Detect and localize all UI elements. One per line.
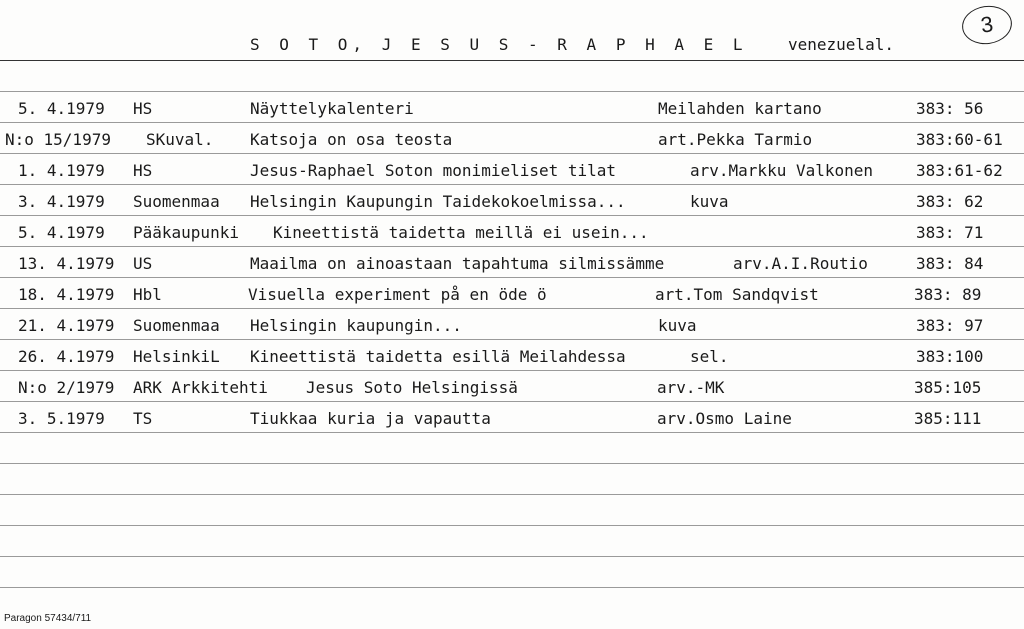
entry-date: 18. 4.1979: [18, 285, 115, 304]
entry-title: Näyttelykalenteri: [250, 99, 414, 118]
entry-date: 1. 4.1979: [18, 161, 105, 180]
entry-author: Meilahden kartano: [658, 99, 822, 118]
entry-author: art.Pekka Tarmio: [658, 130, 813, 149]
entry-date: N:o 15/1979: [5, 130, 111, 149]
artist-name: S O T O, J E S U S - R A P H A E L: [250, 35, 748, 54]
entry-title: Kineettistä taidetta meillä ei usein...: [273, 223, 649, 242]
ruled-line: [0, 432, 1024, 433]
entry-source: Suomenmaa: [133, 192, 220, 211]
entry-author: arv.Markku Valkonen: [690, 161, 874, 180]
entry-source: TS: [133, 409, 153, 428]
entry-author: arv.A.I.Routio: [733, 254, 868, 273]
entry-source: Pääkaupunki: [133, 223, 239, 242]
entry-title: Helsingin Kaupungin Taidekokoelmissa...: [250, 192, 626, 211]
header-divider: [0, 60, 1024, 61]
entry-date: 3. 5.1979: [18, 409, 105, 428]
entry-author: kuva: [690, 192, 729, 211]
entry-author: art.Tom Sandqvist: [655, 285, 819, 304]
entry-reference: 383: 84: [916, 254, 984, 273]
entry-source: HS: [133, 99, 153, 118]
printer-imprint: Paragon 57434/711: [4, 613, 92, 624]
entry-list: [0, 91, 1024, 432]
nationality-label: venezuelal.: [788, 35, 894, 54]
entry-source: US: [133, 254, 153, 273]
entry-source: Hbl: [133, 285, 162, 304]
entry-row: [0, 91, 1024, 122]
entry-date: 26. 4.1979: [18, 347, 115, 366]
entry-row: [0, 339, 1024, 370]
entry-reference: 383: 97: [916, 316, 984, 335]
entry-reference: 383: 71: [916, 223, 984, 242]
entry-reference: 383: 89: [914, 285, 982, 304]
entry-source: Suomenmaa: [133, 316, 220, 335]
ruled-line: [0, 525, 1024, 526]
entry-reference: 383:60-61: [916, 130, 1003, 149]
entry-author: arv.Osmo Laine: [657, 409, 792, 428]
card-number-circled: 3: [960, 3, 1015, 48]
entry-reference: 383: 56: [916, 99, 984, 118]
entry-date: 3. 4.1979: [18, 192, 105, 211]
entry-row: [0, 215, 1024, 246]
card-header: [0, 0, 1024, 62]
entry-date: 13. 4.1979: [18, 254, 115, 273]
entry-title: Maailma on ainoastaan tapahtuma silmissämme: [250, 254, 665, 273]
entry-row: [0, 401, 1024, 432]
entry-row: [0, 184, 1024, 215]
ruled-line: [0, 556, 1024, 557]
ruled-line: [0, 494, 1024, 495]
entry-author: kuva: [658, 316, 697, 335]
entry-date: 5. 4.1979: [18, 223, 105, 242]
entry-title: Kineettistä taidetta esillä Meilahdessa: [250, 347, 626, 366]
entry-row: [0, 122, 1024, 153]
entry-date: N:o 2/1979: [18, 378, 115, 397]
entry-row: [0, 153, 1024, 184]
entry-row: [0, 277, 1024, 308]
entry-reference: 383:100: [916, 347, 984, 366]
entry-reference: 383: 62: [916, 192, 984, 211]
ruled-line: [0, 587, 1024, 588]
entry-row: [0, 370, 1024, 401]
entry-title: Helsingin kaupungin...: [250, 316, 462, 335]
entry-reference: 385:111: [914, 409, 982, 428]
entry-date: 5. 4.1979: [18, 99, 105, 118]
entry-source: ARK Arkkitehti: [133, 378, 268, 397]
entry-source: HS: [133, 161, 153, 180]
entry-title: Jesus Soto Helsingissä: [306, 378, 518, 397]
entry-reference: 385:105: [914, 378, 982, 397]
entry-author: sel.: [690, 347, 729, 366]
entry-author: arv.-MK: [657, 378, 725, 397]
ruled-line: [0, 463, 1024, 464]
entry-title: Tiukkaa kuria ja vapautta: [250, 409, 491, 428]
entry-reference: 383:61-62: [916, 161, 1003, 180]
entry-row: [0, 246, 1024, 277]
entry-date: 21. 4.1979: [18, 316, 115, 335]
entry-source: SKuval.: [146, 130, 214, 149]
entry-row: [0, 308, 1024, 339]
entry-title: Visuella experiment på en öde ö: [248, 285, 547, 304]
entry-source: HelsinkiL: [133, 347, 220, 366]
entry-title: Jesus-Raphael Soton monimieliset tilat: [250, 161, 617, 180]
entry-title: Katsoja on osa teosta: [250, 130, 453, 149]
